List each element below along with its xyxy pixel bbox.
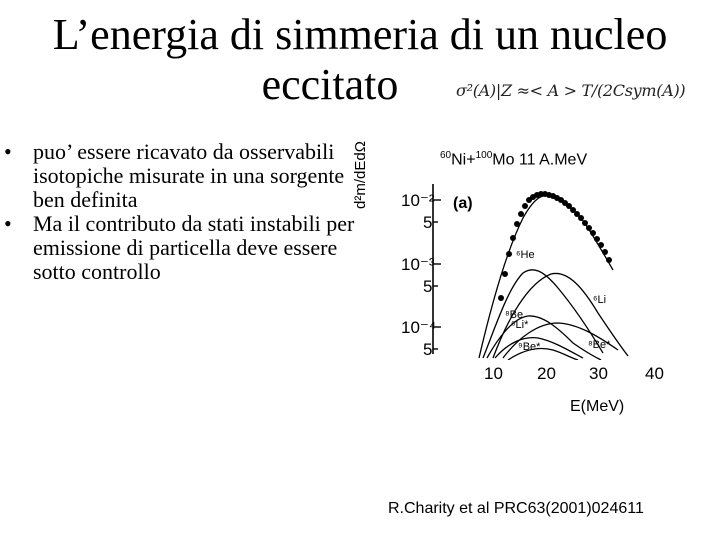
target-symbol: Mo 11 A.MeV	[492, 151, 588, 169]
curve-label: ⁹Be*	[518, 341, 541, 353]
curve-label: ⁶Li	[593, 294, 607, 306]
data-point	[518, 211, 524, 217]
curve-label: ⁶Li*	[511, 319, 529, 331]
y-tick-label: 5	[423, 277, 433, 296]
x-tick-label: 30	[589, 364, 608, 383]
data-point	[506, 251, 512, 257]
reaction-label	[440, 150, 587, 169]
y-tick-label: 5	[423, 340, 433, 359]
curve-label: ⁸Be	[505, 309, 524, 321]
data-point	[590, 230, 596, 236]
projectile-symbol: Ni+	[451, 151, 476, 169]
x-axis-label: E(MeV)	[570, 398, 625, 415]
variance-formula: σ²(A)|Z ≈< A > T/(2Csym(A))	[456, 81, 686, 100]
bullet-text: Ma il contributo da stati instabili per emissione di particella deve essere sotto controllo	[33, 211, 355, 284]
bullet-list	[0, 140, 360, 284]
bullet-item	[0, 212, 360, 284]
x-tick-label: 40	[645, 364, 664, 383]
panel-label: (a)	[453, 195, 473, 212]
data-point	[498, 295, 504, 301]
data-point	[594, 236, 600, 242]
data-point	[578, 215, 584, 221]
data-point	[510, 235, 516, 241]
data-point	[502, 271, 508, 277]
bullet-item	[0, 140, 360, 212]
spectrum-plot	[383, 178, 643, 360]
projectile-mass: 60	[440, 150, 452, 161]
data-point	[598, 242, 604, 248]
curve-label: ⁸Be*	[588, 339, 611, 351]
x-tick-label: 20	[537, 364, 556, 383]
bullet-text: puo’ essere ricavato da osservabili isotopiche misurate in una sorgente ben definita	[33, 139, 345, 212]
y-tick-label: 10⁻³	[401, 255, 435, 274]
y-tick-label: 10⁻⁴	[401, 318, 437, 337]
target-mass: 100	[475, 150, 493, 161]
bullet-marker: •	[4, 211, 12, 236]
data-point	[586, 225, 592, 231]
data-point	[522, 203, 528, 209]
title-line-1: L’energia di simmeria di un nucleo	[52, 10, 668, 59]
data-point	[606, 257, 612, 263]
data-point	[582, 220, 588, 226]
data-point	[514, 221, 520, 227]
data-point	[602, 249, 608, 255]
x-tick-label: 10	[484, 364, 503, 383]
y-tick-label: 5	[423, 213, 433, 232]
curve-label: ⁶He	[516, 249, 535, 261]
citation: R.Charity et al PRC63(2001)024611	[388, 500, 644, 517]
y-tick-label: 10⁻²	[401, 191, 435, 210]
y-axis-label: d²m/dEdΩ	[352, 141, 369, 209]
bullet-marker: •	[4, 139, 12, 164]
title-line-2: eccitato	[261, 60, 399, 109]
